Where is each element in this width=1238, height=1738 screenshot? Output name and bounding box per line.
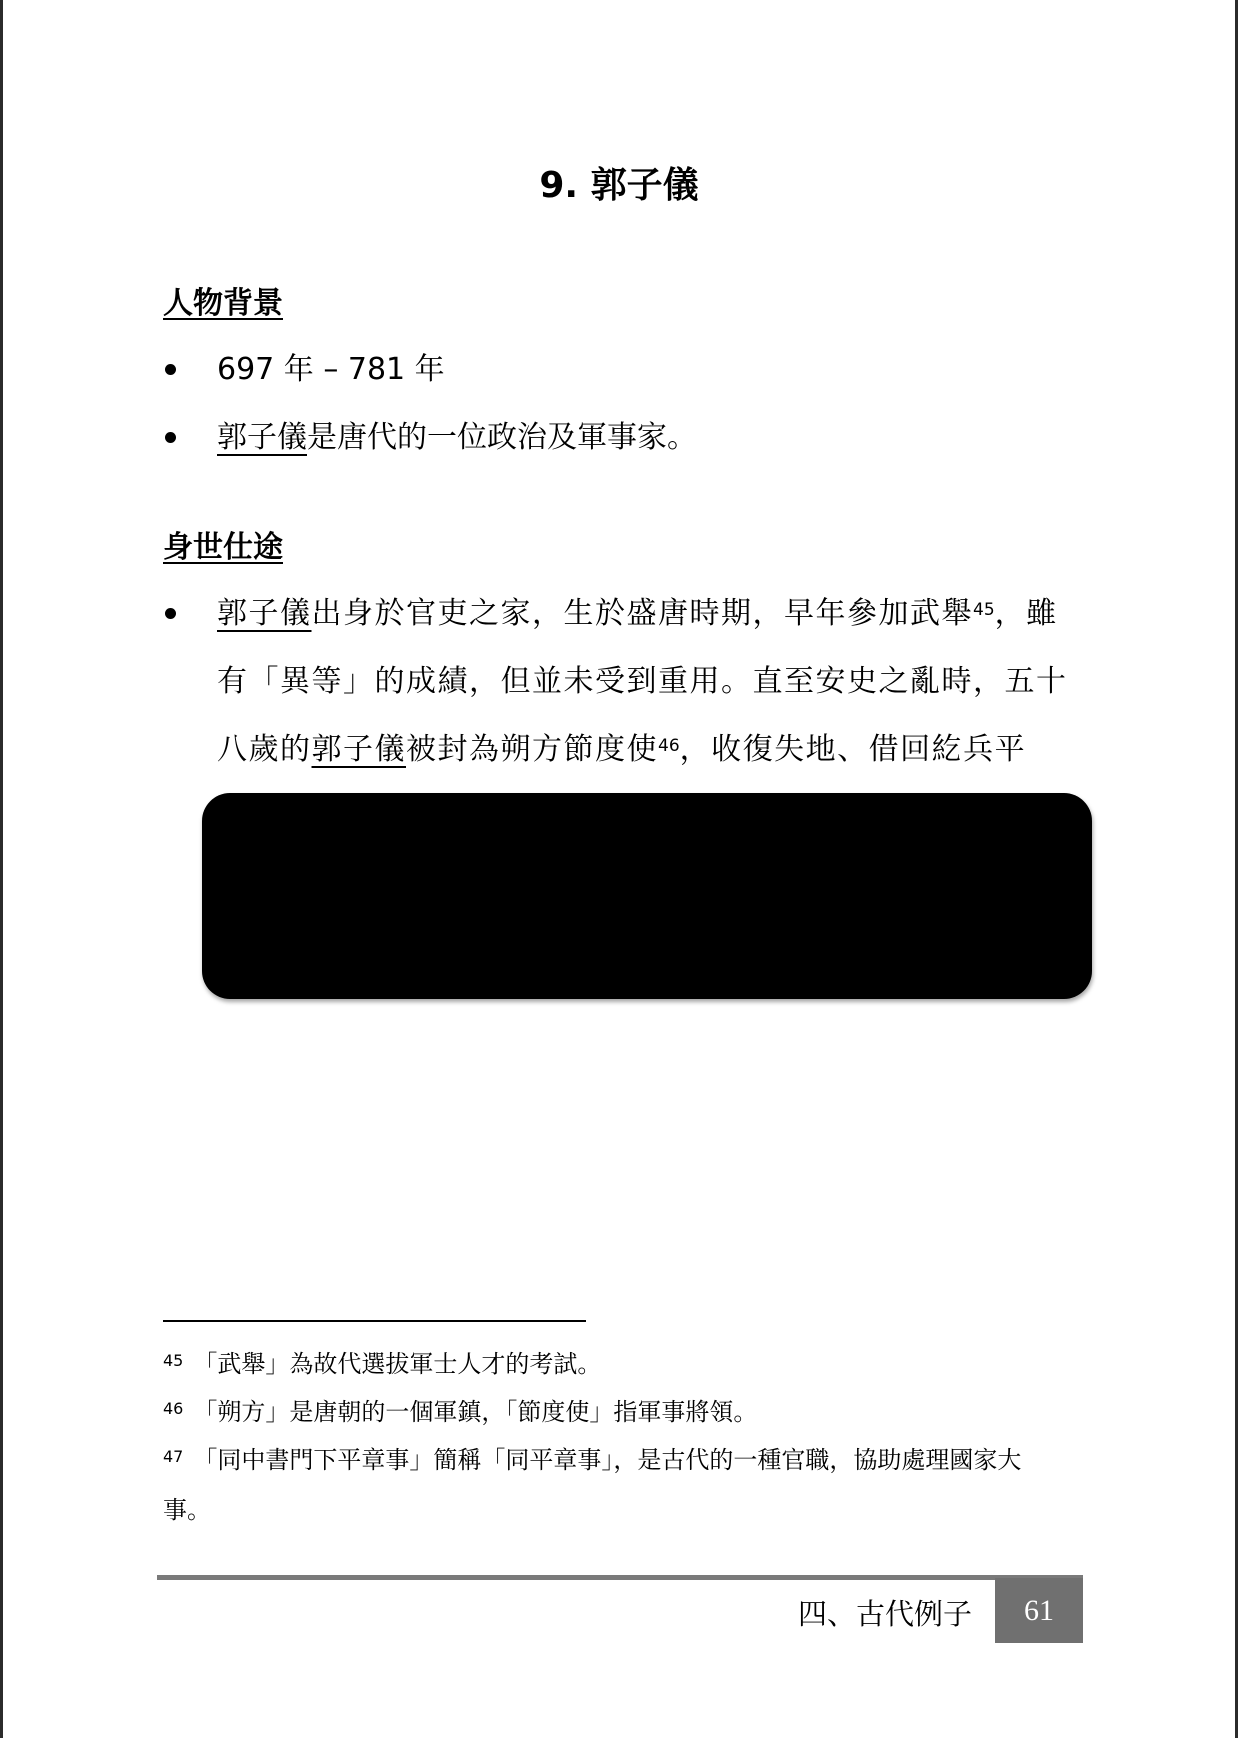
bullet-icon: [165, 364, 176, 375]
list-item: [163, 336, 1083, 404]
paragraph-text: 被封為朔方節度使: [406, 732, 658, 767]
paragraph-text: ，收復失地、借回紇兵平: [679, 732, 1027, 767]
career-paragraph: [217, 580, 1087, 784]
intro-rest: 是唐代的一位政治及軍事家。: [307, 420, 697, 455]
footnote-ref-45[interactable]: 45: [973, 600, 995, 620]
footnote-46: [163, 1387, 1033, 1437]
list-item: [163, 404, 1083, 472]
bullet-icon: [165, 608, 176, 619]
page-title: 9. 郭子儀: [539, 165, 699, 206]
page-left-edge: [0, 0, 3, 1738]
footnote-text: 「同中書門下平章事」簡稱「同平章事」，是古代的一種官職，協助處理國家大事。: [163, 1446, 1022, 1524]
list-item: [163, 580, 1083, 784]
section-heading-background: 人物背景: [163, 286, 283, 321]
footer-section-label: 四、古代例子: [797, 1597, 972, 1631]
footnote-47: [163, 1435, 1033, 1535]
section-heading-career: 身世仕途: [163, 530, 283, 565]
footnote-divider: [163, 1320, 586, 1322]
footer-divider: [157, 1575, 1083, 1580]
footnote-number: 46: [163, 1399, 184, 1418]
footnote-text: 「武舉」為故代選拔軍士人才的考試。: [193, 1350, 602, 1378]
person-name: 郭子儀: [217, 420, 307, 455]
bullet-icon: [165, 432, 176, 443]
footnote-45: [163, 1339, 1033, 1389]
page-number: 61: [995, 1578, 1083, 1643]
footnote-number: 45: [163, 1351, 184, 1370]
footnote-text: 「朔方」是唐朝的一個軍鎮，「節度使」指軍事將領。: [193, 1398, 758, 1426]
intro-text: [217, 404, 1083, 472]
person-name: 郭子儀: [311, 732, 406, 767]
person-name: 郭子儀: [217, 596, 312, 631]
footnote-ref-46[interactable]: 46: [658, 736, 680, 756]
footnote-number: 47: [163, 1447, 184, 1466]
redaction-block: [202, 793, 1092, 999]
paragraph-text: 出身於官吏之家，生於盛唐時期，早年參加武舉: [311, 596, 973, 631]
paragraph-text: ，雖有「異等」的成績，但並未受到重用。直至安史之亂時，五十八歲的: [217, 596, 1068, 767]
lifespan-text: 697 年 – 781 年: [217, 352, 445, 387]
